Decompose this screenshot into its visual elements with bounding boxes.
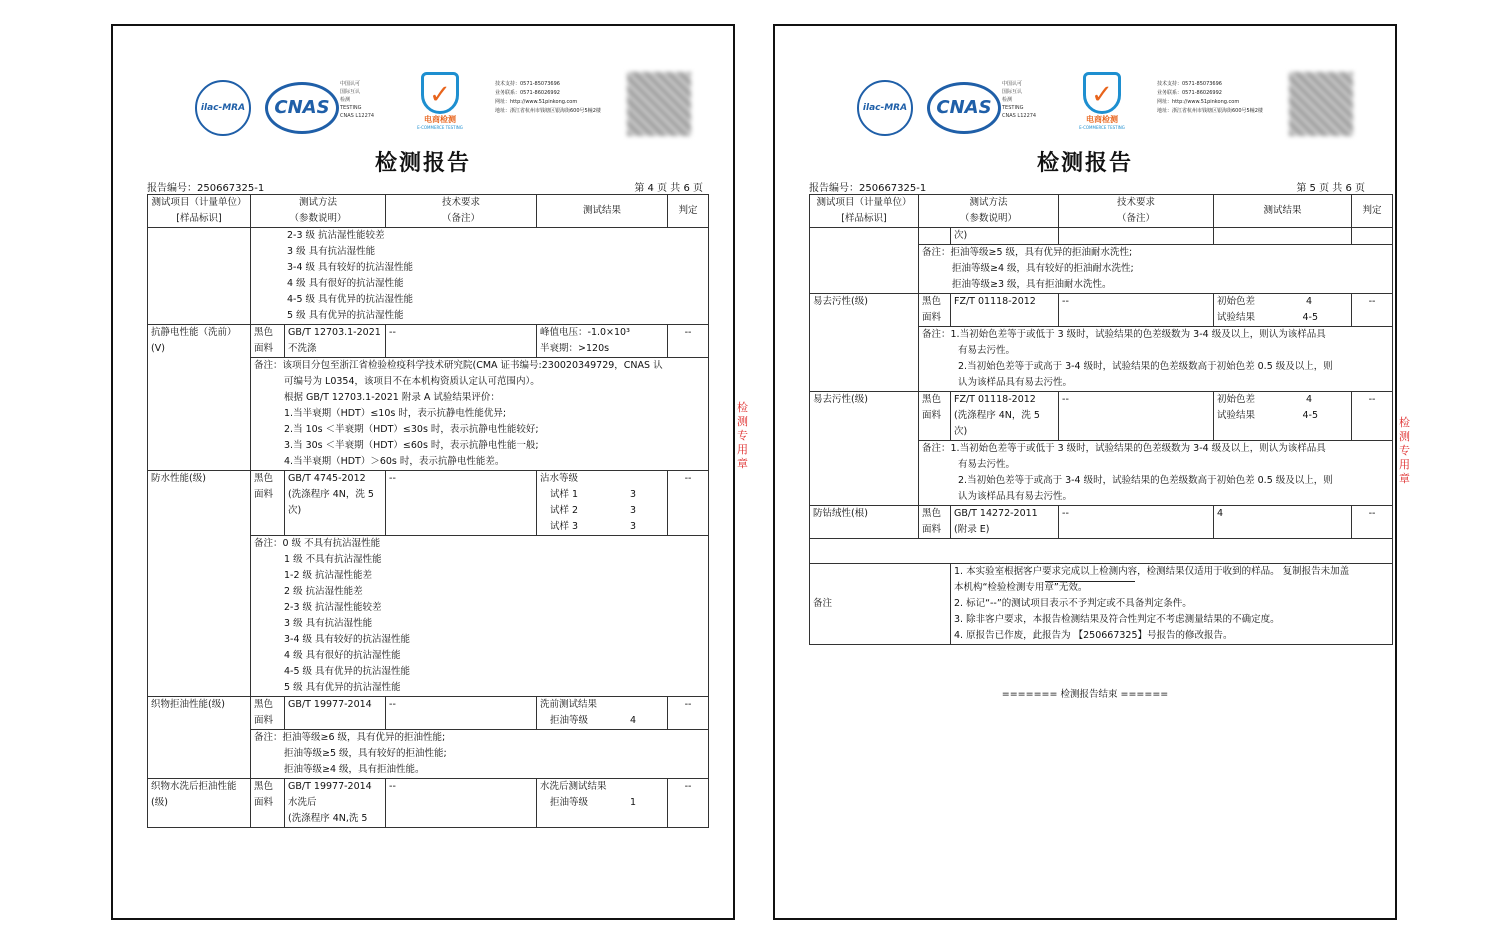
cert-line: 中国认可 bbox=[1002, 81, 1023, 87]
table-row bbox=[148, 697, 709, 730]
cert-line: TESTING bbox=[1002, 105, 1024, 111]
table-row bbox=[810, 294, 1393, 327]
remarks-label: 备注 bbox=[810, 564, 951, 645]
sample-label: 试样 3 bbox=[550, 521, 579, 532]
th-verdict: 判定 bbox=[668, 195, 709, 228]
cnas-logo: CNAS bbox=[927, 82, 1001, 134]
req-cell: -- bbox=[386, 325, 537, 358]
ecom-subtitle: E-COMMERCE TESTING bbox=[417, 125, 463, 130]
cert-line: CNAS L12274 bbox=[340, 113, 375, 119]
sample-value: 3 bbox=[629, 505, 637, 516]
table-row bbox=[810, 228, 1393, 245]
method-cell: GB/T 19977-2014 bbox=[285, 697, 386, 730]
note-line: 拒油等级≥4 级，具有较好的拒油耐水洗性; bbox=[952, 263, 1134, 274]
result-value: 4 bbox=[629, 715, 637, 726]
th-method: 测试方法 （参数说明） bbox=[919, 195, 1059, 228]
note-line: 4 级 具有很好的抗沾湿性能 bbox=[287, 278, 404, 289]
cert-line: CNAS L12274 bbox=[1002, 113, 1037, 119]
req-cell: -- bbox=[1059, 506, 1214, 539]
note-line: 2-3 级 抗沾湿性能较差 bbox=[287, 230, 385, 241]
note-line: 2.当初始色差等于或高于 3-4 级时，试验结果的色差级数高于初始色差 0.5 级及以上，则 bbox=[958, 475, 1333, 486]
report-meta bbox=[147, 179, 703, 194]
report-number: 报告编号：250667325-1 bbox=[147, 183, 265, 194]
note-line: 3.当 30s ＜半衰期（HDT）≤60s 时，表示抗静电性能一般; bbox=[284, 440, 539, 451]
contact-info bbox=[495, 80, 625, 116]
req-cell: -- bbox=[386, 697, 537, 730]
ecommerce-testing-logo bbox=[1072, 72, 1132, 136]
report-page-5 bbox=[773, 24, 1410, 920]
table-header-row bbox=[810, 195, 1393, 228]
th-method: 测试方法 （参数说明） bbox=[251, 195, 386, 228]
note-line: 1.当半衰期（HDT）≤10s 时，表示抗静电性能优异; bbox=[284, 408, 507, 419]
method-cell: GB/T 14272-2011 (附录 E) bbox=[951, 506, 1059, 539]
req-cell: -- bbox=[386, 471, 537, 536]
note-line: 有易去污性。 bbox=[958, 459, 1016, 470]
result-cell bbox=[537, 471, 668, 536]
result-title: 洗前测试结果 bbox=[540, 699, 598, 710]
th-req: 技术要求 （备注） bbox=[386, 195, 537, 228]
req-cell: -- bbox=[1059, 294, 1214, 327]
contact-info bbox=[1157, 80, 1287, 116]
sample-cell: 黑色 面料 bbox=[919, 506, 951, 539]
th-req: 技术要求 （备注） bbox=[1059, 195, 1214, 228]
item-cell: 织物水洗后拒油性能 (级) bbox=[148, 779, 251, 828]
sample-cell: 黑色 面料 bbox=[251, 779, 285, 828]
ecommerce-testing-logo bbox=[410, 72, 470, 136]
table-row bbox=[148, 779, 709, 828]
ilac-mra-logo: ilac-MRA bbox=[195, 80, 251, 136]
method-cell: GB/T 19977-2014 水洗后 (洗涤程序 4N,洗 5 bbox=[285, 779, 386, 828]
cert-line: 检测 bbox=[340, 97, 351, 103]
note-cell bbox=[919, 327, 1393, 392]
result-value: 4-5 bbox=[1302, 312, 1319, 323]
cert-line: 中国认可 bbox=[340, 81, 361, 87]
cert-line: 国际互认 bbox=[340, 89, 361, 95]
result-value: 4 bbox=[1305, 296, 1313, 307]
accreditation-text bbox=[340, 80, 390, 120]
method-cell: 次) bbox=[951, 228, 1059, 245]
page-title: 检测报告 bbox=[1036, 150, 1133, 176]
contact-line: 地址：浙江省杭州市钱塘区银海街600号5幢2楼 bbox=[495, 108, 601, 114]
divider bbox=[1045, 581, 1135, 582]
note-cell bbox=[919, 245, 1393, 294]
th-verdict: 判定 bbox=[1352, 195, 1393, 228]
note-line: 拒油等级≥3 级，具有拒油耐水洗性。 bbox=[952, 279, 1112, 290]
table-row bbox=[810, 392, 1393, 441]
note-line: 5 级 具有优异的抗沾湿性能 bbox=[287, 310, 404, 321]
remark-line: 2. 标记“--”的测试项目表示不予判定或不具备判定条件。 bbox=[954, 598, 1192, 609]
ilac-mra-logo: ilac-MRA bbox=[857, 80, 913, 136]
note-line: 4 级 具有很好的抗沾湿性能 bbox=[284, 650, 401, 661]
result-label: 试验结果 bbox=[1217, 410, 1256, 421]
sample-value: 3 bbox=[629, 521, 637, 532]
result-value: 4-5 bbox=[1302, 410, 1319, 421]
note-line: 备注：拒油等级≥5 级，具有优异的拒油耐水洗性; bbox=[922, 247, 1133, 258]
method-cell: GB/T 12703.1-2021 不洗涤 bbox=[285, 325, 386, 358]
req-cell: -- bbox=[386, 779, 537, 828]
result-label: 初始色差 bbox=[1217, 394, 1256, 405]
note-line: 拒油等级≥4 级，具有拒油性能。 bbox=[284, 764, 425, 775]
contact-line: 技术支持：0571-85073696 bbox=[1157, 81, 1222, 87]
item-cell: 防钻绒性(根) bbox=[810, 506, 919, 539]
note-line: 1-2 级 抗沾湿性能差 bbox=[284, 570, 373, 581]
result-cell: 峰值电压：-1.0×10³ 半衰期：>120s bbox=[537, 325, 668, 358]
end-of-report: ======= 检测报告结束 ====== bbox=[1001, 689, 1169, 700]
qr-code bbox=[627, 72, 691, 136]
report-header bbox=[857, 72, 1327, 142]
item-cell: 防水性能(级) bbox=[148, 471, 251, 697]
verdict-cell: -- bbox=[668, 325, 709, 358]
ecom-title: 电商检测 bbox=[1086, 115, 1118, 124]
seam-stamp: 检测专用章 bbox=[737, 401, 748, 470]
verdict-cell: -- bbox=[668, 471, 709, 536]
note-line: 2.当初始色差等于或高于 3-4 级时，试验结果的色差级数高于初始色差 0.5 级及以上，则 bbox=[958, 361, 1333, 372]
sample-cell: 黑色 面料 bbox=[251, 325, 285, 358]
page-number: 第 5 页 共 6 页 bbox=[1296, 183, 1365, 194]
verdict-cell: -- bbox=[668, 697, 709, 730]
report-header bbox=[195, 72, 665, 142]
note-line: 4-5 级 具有优异的抗沾湿性能 bbox=[284, 666, 411, 677]
item-cell: 抗静电性能（洗前） (V) bbox=[148, 325, 251, 471]
note-line: 3-4 级 具有较好的抗沾湿性能 bbox=[284, 634, 411, 645]
sample-cell: 黑色 面料 bbox=[251, 471, 285, 536]
note-line: 3-4 级 具有较好的抗沾湿性能 bbox=[287, 262, 414, 273]
result-title: 水洗后测试结果 bbox=[540, 781, 607, 792]
note-line: 备注：0 级 不具有抗沾湿性能 bbox=[254, 538, 381, 549]
verdict-cell: -- bbox=[668, 779, 709, 828]
sample-label: 试样 1 bbox=[550, 489, 579, 500]
table-row bbox=[148, 325, 709, 358]
result-cell bbox=[537, 697, 668, 730]
note-line: 1 级 不具有抗沾湿性能 bbox=[284, 554, 382, 565]
note-line: 可编号为 L0354，该项目不在本机构资质认定认可范围内）。 bbox=[284, 376, 540, 387]
th-result: 测试结果 bbox=[1214, 195, 1352, 228]
note-line: 2 级 抗沾湿性能差 bbox=[284, 586, 363, 597]
note-cell bbox=[919, 441, 1393, 506]
qr-code bbox=[1289, 72, 1353, 136]
sample-cell: 黑色 面料 bbox=[919, 392, 951, 441]
note-cell bbox=[251, 228, 709, 325]
remark-line: 本机构“检验检测专用章”无效。 bbox=[954, 582, 1088, 593]
remark-line: 1. 本实验室根据客户要求完成以上检测内容，检测结果仅适用于收到的样品。 复制报告未加盖 bbox=[954, 566, 1350, 577]
report-page-4 bbox=[111, 24, 748, 920]
table-row bbox=[148, 228, 709, 325]
cert-line: 检测 bbox=[1002, 97, 1013, 103]
result-label: 拒油等级 bbox=[550, 797, 589, 808]
result-value: 1 bbox=[629, 797, 637, 808]
results-table bbox=[147, 194, 708, 828]
th-result: 测试结果 bbox=[537, 195, 668, 228]
note-line: 拒油等级≥5 级，具有较好的拒油性能; bbox=[284, 748, 447, 759]
sample-label: 试样 2 bbox=[550, 505, 579, 516]
req-cell: -- bbox=[1059, 392, 1214, 441]
note-line: 备注：1.当初始色差等于或低于 3 级时，试验结果的色差级数为 3-4 级及以上，则认为该样品具 bbox=[922, 443, 1326, 454]
shield-check-icon: ✓ bbox=[1083, 72, 1121, 114]
sample-cell: 黑色 面料 bbox=[919, 294, 951, 327]
seam-stamp: 检测专用章 bbox=[1399, 416, 1410, 485]
report-meta bbox=[809, 179, 1365, 194]
item-cell: 织物拒油性能(级) bbox=[148, 697, 251, 779]
note-line: 4-5 级 具有优异的抗沾湿性能 bbox=[287, 294, 414, 305]
remarks-row bbox=[810, 564, 1393, 645]
note-cell bbox=[251, 536, 709, 697]
note-line: 有易去污性。 bbox=[958, 345, 1016, 356]
table-header-row bbox=[148, 195, 709, 228]
result-cell bbox=[1214, 294, 1352, 327]
contact-line: 网址：http://www.51pinkong.com bbox=[495, 99, 578, 105]
note-line: 4.当半衰期（HDT）＞60s 时，表示抗静电性能差。 bbox=[284, 456, 505, 467]
result-label: 初始色差 bbox=[1217, 296, 1256, 307]
result-cell bbox=[537, 779, 668, 828]
note-cell bbox=[251, 730, 709, 779]
note-line: 3 级 具有抗沾湿性能 bbox=[284, 618, 373, 629]
note-line: 3 级 具有抗沾湿性能 bbox=[287, 246, 376, 257]
result-value: 4 bbox=[1305, 394, 1313, 405]
ecom-title: 电商检测 bbox=[424, 115, 456, 124]
verdict-cell: -- bbox=[1352, 392, 1393, 441]
note-line: 备注：1.当初始色差等于或低于 3 级时，试验结果的色差级数为 3-4 级及以上，则认为该样品具 bbox=[922, 329, 1326, 340]
note-line: 认为该样品具有易去污性。 bbox=[958, 377, 1073, 388]
remark-line: 3. 除非客户要求，本报告检测结果及符合性判定不考虑测量结果的不确定度。 bbox=[954, 614, 1280, 625]
contact-line: 地址：浙江省杭州市钱塘区银海街600号5幢2楼 bbox=[1157, 108, 1263, 114]
note-line: 根据 GB/T 12703.1-2021 附录 A 试验结果评价： bbox=[284, 392, 500, 403]
ecom-subtitle: E-COMMERCE TESTING bbox=[1079, 125, 1125, 130]
shield-check-icon: ✓ bbox=[421, 72, 459, 114]
results-table bbox=[809, 194, 1392, 645]
result-title: 沾水等级 bbox=[540, 473, 579, 484]
contact-line: 业务联系：0571-86026992 bbox=[495, 90, 560, 96]
table-row bbox=[810, 506, 1393, 539]
spacer-row bbox=[810, 539, 1393, 564]
report-number: 报告编号：250667325-1 bbox=[809, 183, 927, 194]
remark-line: 4. 原报告已作废，此报告为 【250667325】号报告的修改报告。 bbox=[954, 630, 1233, 641]
accreditation-text bbox=[1002, 80, 1052, 120]
page-number: 第 4 页 共 6 页 bbox=[634, 183, 703, 194]
note-line: 2.当 10s ＜半衰期（HDT）≤30s 时，表示抗静电性能较好; bbox=[284, 424, 539, 435]
contact-line: 网址：http://www.51pinkong.com bbox=[1157, 99, 1240, 105]
item-cell: 易去污性(级) bbox=[810, 392, 919, 506]
note-cell bbox=[251, 358, 709, 471]
verdict-cell: -- bbox=[1352, 506, 1393, 539]
cert-line: 国际互认 bbox=[1002, 89, 1023, 95]
note-line: 备注：该项目分包至浙江省检验检疫科学技术研究院(CMA 证书编号:230020349729，CNAS 认 bbox=[254, 360, 663, 371]
sample-value: 3 bbox=[629, 489, 637, 500]
note-line: 2-3 级 抗沾湿性能较差 bbox=[284, 602, 382, 613]
page-title: 检测报告 bbox=[374, 150, 471, 176]
method-cell: FZ/T 01118-2012 bbox=[951, 294, 1059, 327]
result-cell: 4 bbox=[1214, 506, 1352, 539]
result-cell bbox=[1214, 392, 1352, 441]
remarks-cell bbox=[951, 564, 1393, 645]
note-line: 认为该样品具有易去污性。 bbox=[958, 491, 1073, 502]
table-row bbox=[148, 471, 709, 536]
item-cell: 易去污性(级) bbox=[810, 294, 919, 392]
verdict-cell: -- bbox=[1352, 294, 1393, 327]
th-item: 测试项目（计量单位） [样品标识] bbox=[148, 195, 251, 228]
cnas-logo: CNAS bbox=[265, 82, 339, 134]
contact-line: 业务联系：0571-86026992 bbox=[1157, 90, 1222, 96]
method-cell: GB/T 4745-2012 (洗涤程序 4N，洗 5 次) bbox=[285, 471, 386, 536]
note-line: 5 级 具有优异的抗沾湿性能 bbox=[284, 682, 401, 693]
sample-cell: 黑色 面料 bbox=[251, 697, 285, 730]
result-label: 拒油等级 bbox=[550, 715, 589, 726]
th-item: 测试项目（计量单位） [样品标识] bbox=[810, 195, 919, 228]
cert-line: TESTING bbox=[340, 105, 362, 111]
method-cell: FZ/T 01118-2012 (洗涤程序 4N，洗 5 次) bbox=[951, 392, 1059, 441]
result-label: 试验结果 bbox=[1217, 312, 1256, 323]
contact-line: 技术支持：0571-85073696 bbox=[495, 81, 560, 87]
note-line: 备注：拒油等级≥6 级，具有优异的拒油性能; bbox=[254, 732, 446, 743]
